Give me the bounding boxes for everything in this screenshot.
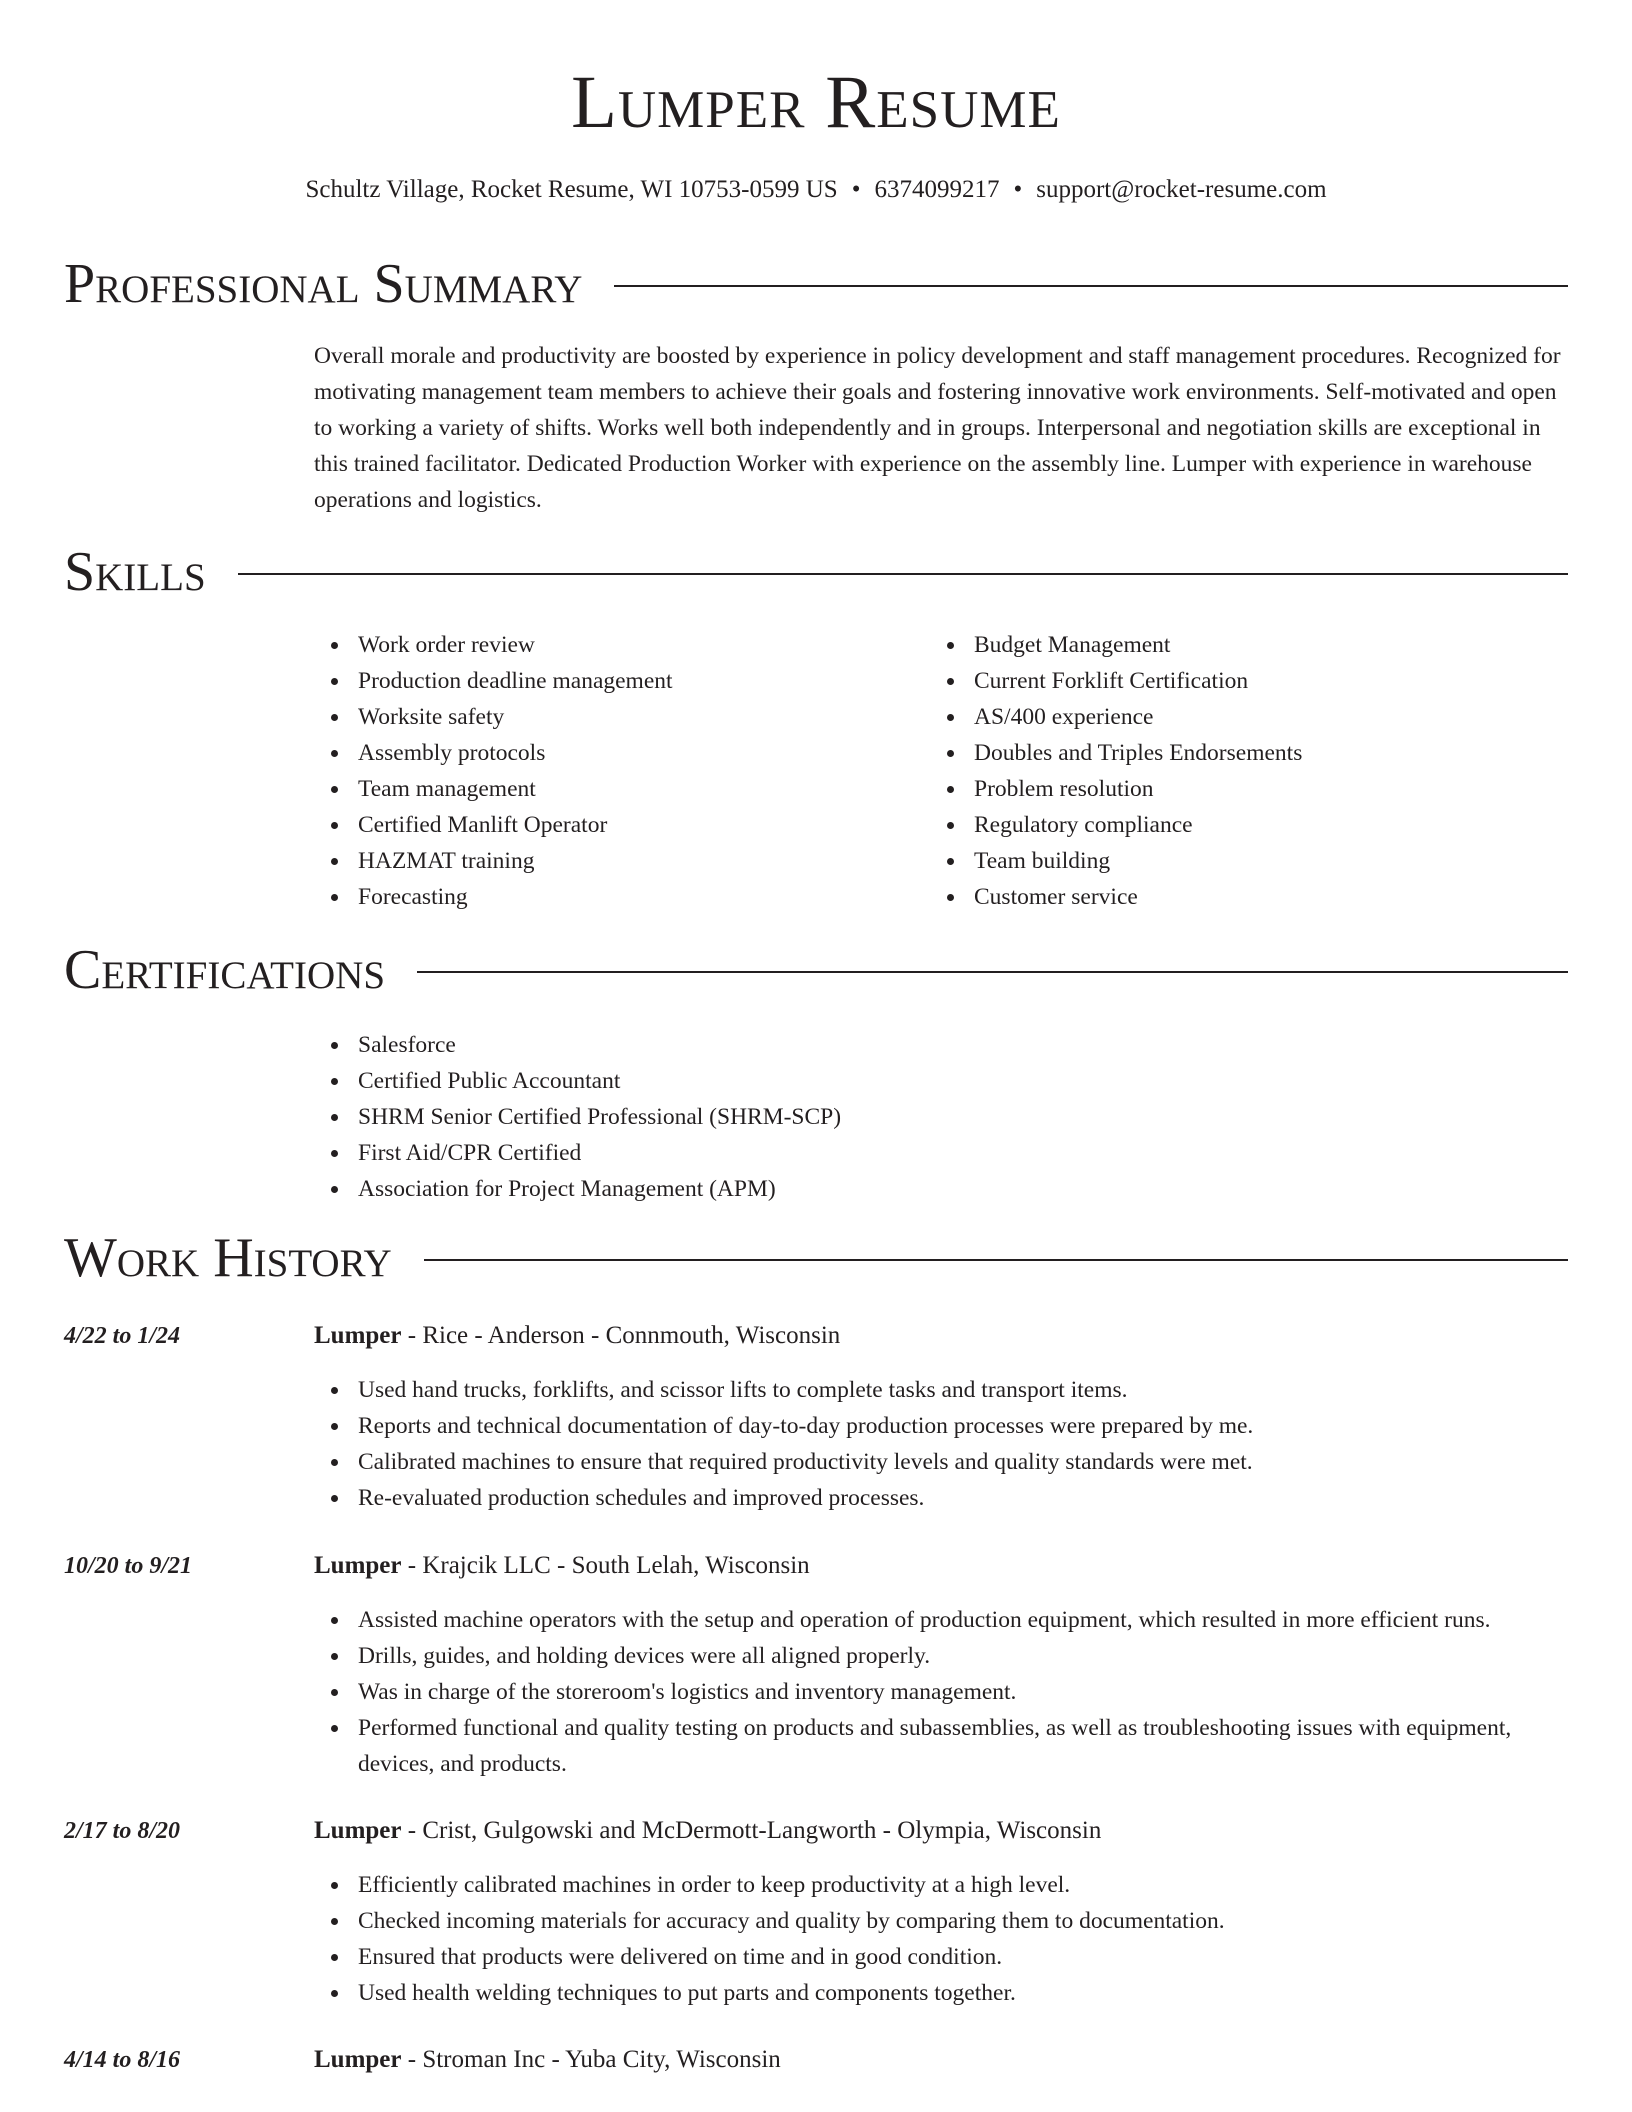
job-duty: Reports and technical documentation of day-to-day production processes were prepared by me.: [314, 1408, 1568, 1444]
skills-list-left: [314, 627, 914, 915]
skill-item: Problem resolution: [930, 771, 1560, 807]
skills-heading: Skills: [64, 541, 206, 603]
summary-heading: Professional Summary: [64, 253, 583, 315]
contact-line: [0, 172, 1632, 208]
job-employer-location: - Rice - Anderson - Connmouth, Wisconsin: [401, 1322, 841, 1349]
job-duties-list: [314, 1602, 1568, 1782]
skill-item: Work order review: [314, 627, 914, 663]
section-divider: [424, 1259, 1568, 1261]
certification-item: Association for Project Management (APM): [314, 1171, 1564, 1207]
job-duties-list: [314, 1372, 1568, 1516]
work-history-section-header: [64, 1227, 1568, 1289]
job-duty: Efficiently calibrated machines in order to keep productivity at a high level.: [314, 1867, 1568, 1903]
certifications-heading: Certifications: [64, 939, 386, 1001]
certifications-section-header: [64, 939, 1568, 1001]
job-title: Lumper: [314, 1322, 402, 1349]
job-title: Lumper: [314, 1552, 402, 1579]
job-title: Lumper: [314, 1817, 402, 1844]
job-duty: Was in charge of the storeroom's logistics and inventory management.: [314, 1674, 1568, 1710]
work-history-heading: Work History: [64, 1227, 392, 1289]
section-divider: [238, 573, 1568, 575]
certification-item: Certified Public Accountant: [314, 1063, 1564, 1099]
certification-item: SHRM Senior Certified Professional (SHRM-SCP): [314, 1099, 1564, 1135]
job-dates: 10/20 to 9/21: [64, 1553, 193, 1579]
skill-item: AS/400 experience: [930, 699, 1560, 735]
job-employer-location: - Crist, Gulgowski and McDermott-Langworth - Olympia, Wisconsin: [401, 1817, 1102, 1844]
section-divider: [614, 285, 1568, 287]
section-divider: [417, 971, 1568, 973]
job-title: Lumper: [314, 2046, 402, 2073]
certifications-list: [314, 1027, 1564, 1207]
skill-item: HAZMAT training: [314, 843, 914, 879]
certification-item: Salesforce: [314, 1027, 1564, 1063]
job-dates: 4/22 to 1/24: [64, 1323, 181, 1349]
email: support@rocket-resume.com: [1036, 176, 1327, 203]
job-title-line: [314, 1318, 840, 1354]
separator-dot: •: [1013, 176, 1023, 203]
skill-item: Doubles and Triples Endorsements: [930, 735, 1560, 771]
job-duty: Checked incoming materials for accuracy and quality by comparing them to documentation.: [314, 1903, 1568, 1939]
job-duties-list: [314, 1867, 1568, 2011]
job-employer-location: - Krajcik LLC - South Lelah, Wisconsin: [401, 1552, 810, 1579]
skill-item: Budget Management: [930, 627, 1560, 663]
job-duty: Assisted machine operators with the setup and operation of production equipment, which resulted in more efficient runs.: [314, 1602, 1568, 1638]
phone: 6374099217: [874, 176, 1000, 203]
job-duty: Re-evaluated production schedules and improved processes.: [314, 1480, 1568, 1516]
skill-item: Regulatory compliance: [930, 807, 1560, 843]
skill-item: Assembly protocols: [314, 735, 914, 771]
skill-item: Production deadline management: [314, 663, 914, 699]
job-duty: Ensured that products were delivered on time and in good condition.: [314, 1939, 1568, 1975]
skill-item: Customer service: [930, 879, 1560, 915]
separator-dot: •: [851, 176, 861, 203]
job-dates: 2/17 to 8/20: [64, 1818, 181, 1844]
skill-item: Current Forklift Certification: [930, 663, 1560, 699]
skill-item: Certified Manlift Operator: [314, 807, 914, 843]
certification-item: First Aid/CPR Certified: [314, 1135, 1564, 1171]
address: Schultz Village, Rocket Resume, WI 10753-0599 US: [305, 176, 838, 203]
skills-section-header: [64, 541, 1568, 603]
job-dates: 4/14 to 8/16: [64, 2047, 181, 2073]
skill-item: Forecasting: [314, 879, 914, 915]
summary-section-header: [64, 253, 1568, 315]
skill-item: Team building: [930, 843, 1560, 879]
job-employer-location: - Stroman Inc - Yuba City, Wisconsin: [401, 2046, 781, 2073]
job-title-line: [314, 1548, 810, 1584]
resume-title: Lumper Resume: [571, 61, 1061, 144]
job-duty: Used hand trucks, forklifts, and scissor lifts to complete tasks and transport items.: [314, 1372, 1568, 1408]
skill-item: Team management: [314, 771, 914, 807]
skill-item: Worksite safety: [314, 699, 914, 735]
summary-text: Overall morale and productivity are boosted by experience in policy development and staff management procedures. Recognized for motivating management team members to achieve their goals and fostering innovative work environments. Self-motivated and open to working a variety of shifts. Works well both independently and in groups. Interpersonal and negotiation skills are exceptional in this trained facilitator. Dedicated Production Worker with experience on the assembly line. Lumper with experience in warehouse operations and logistics.: [314, 343, 1561, 513]
job-duty: Used health welding techniques to put parts and components together.: [314, 1975, 1568, 2011]
job-title-line: [314, 1813, 1101, 1849]
job-duty: Performed functional and quality testing on products and subassemblies, as well as troubleshooting issues with equipment, devices, and products.: [314, 1710, 1568, 1782]
job-title-line: [314, 2042, 781, 2078]
skills-list-right: [930, 627, 1560, 915]
job-duty: Drills, guides, and holding devices were all aligned properly.: [314, 1638, 1568, 1674]
job-duty: Calibrated machines to ensure that required productivity levels and quality standards were met.: [314, 1444, 1568, 1480]
